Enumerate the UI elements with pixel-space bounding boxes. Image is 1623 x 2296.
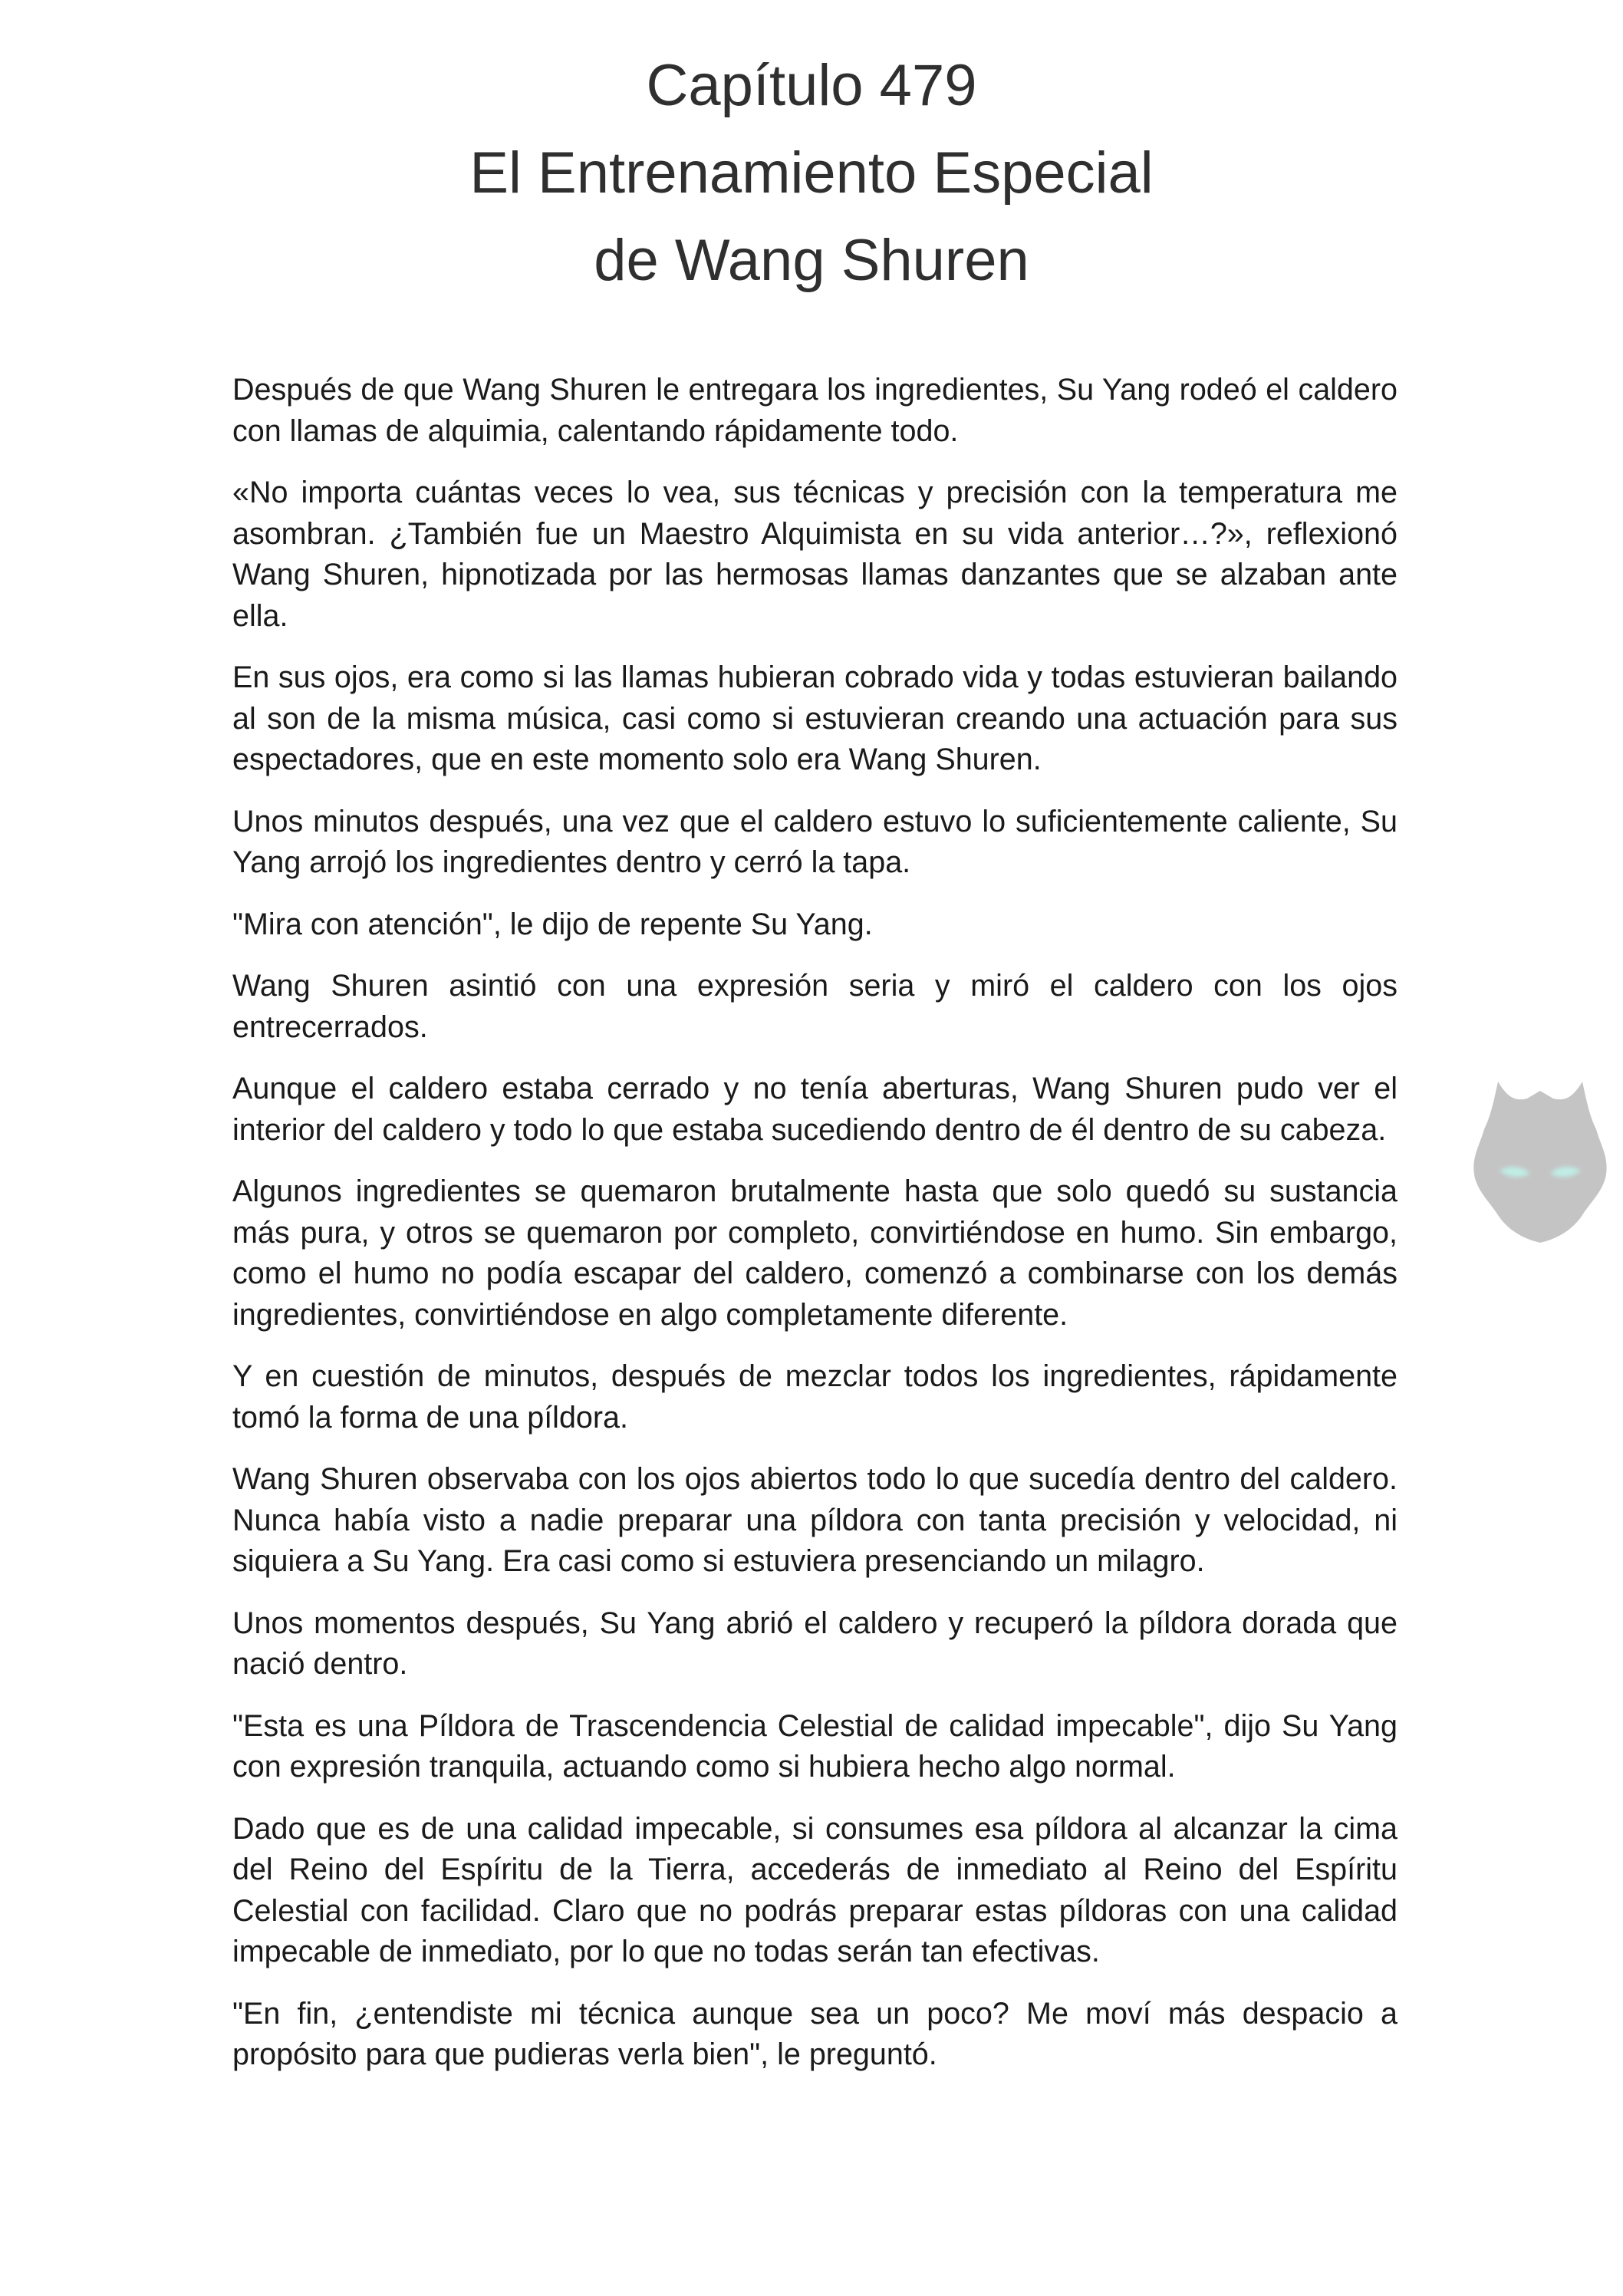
- paragraph: Wang Shuren asintió con una expresión seria y miró el caldero con los ojos entrecerrados.: [232, 969, 1397, 1044]
- chapter-title-line-1: El Entrenamiento Especial: [469, 140, 1154, 206]
- paragraph: Unos minutos después, una vez que el caldero estuvo lo suficientemente caliente, Su Yang arrojó los ingredientes dentro y cerró la tapa.: [232, 804, 1397, 879]
- paragraph: "Mira con atención", le dijo de repente Su Yang.: [232, 907, 873, 941]
- paragraph: Y en cuestión de minutos, después de mezclar todos los ingredientes, rápidamente tomó la forma de una píldora.: [232, 1359, 1397, 1435]
- chapter-body: [232, 370, 1397, 2097]
- paragraph: En sus ojos, era como si las llamas hubieran cobrado vida y todas estuvieran bailando al son de la misma música, casi como si estuvieran creando una actuación para sus espectadores, que en este momento solo era Wang Shuren.: [232, 660, 1397, 776]
- demon-head-shape: [1473, 1082, 1606, 1243]
- chapter-number: Capítulo 479: [646, 53, 977, 118]
- paragraph: "Esta es una Píldora de Trascendencia Celestial de calidad impecable", dijo Su Yang con expresión tranquila, actuando como si hubiera hecho algo normal.: [232, 1708, 1397, 1784]
- paragraph: "En fin, ¿entendiste mi técnica aunque sea un poco? Me moví más despacio a propósito para que pudieras verla bien", le preguntó.: [232, 1996, 1397, 2071]
- paragraph: «No importa cuántas veces lo vea, sus técnicas y precisión con la temperatura me asombran. ¿También fue un Maestro Alquimista en su vida anterior…?», reflexionó Wang Shuren, hipnotizada por las hermosas llamas danzantes que se alzaban ante ella.: [232, 476, 1397, 633]
- paragraph: Algunos ingredientes se quemaron brutalmente hasta que solo quedó su sustancia más pura, y otros se quemaron por completo, convirtiéndose en humo. Sin embargo, como el humo no podía escapar del caldero, comenzó a combinarse con los demás ingredientes, convirtiéndose en algo completamente diferente.: [232, 1174, 1397, 1332]
- paragraph: Unos momentos después, Su Yang abrió el caldero y recuperó la píldora dorada que nació dentro.: [232, 1606, 1397, 1681]
- demon-head-logo-icon: [1467, 1072, 1613, 1249]
- chapter-heading: [0, 42, 1623, 305]
- paragraph: Aunque el caldero estaba cerrado y no tenía aberturas, Wang Shuren pudo ver el interior del caldero y todo lo que estaba sucediendo dentro de él dentro de su cabeza.: [232, 1072, 1397, 1147]
- paragraph: Dado que es de una calidad impecable, si consumes esa píldora al alcanzar la cima del Reino del Espíritu de la Tierra, accederás de inmediato al Reino del Espíritu Celestial con facilidad. Claro que no podrás preparar estas píldoras con una calidad impecable de inmediato, por lo que no todas serán tan efectivas.: [232, 1811, 1397, 1968]
- chapter-title-line-2: de Wang Shuren: [594, 228, 1029, 293]
- paragraph: Wang Shuren observaba con los ojos abiertos todo lo que sucedía dentro del caldero. Nunca había visto a nadie preparar una píldora con tanta precisión y velocidad, ni siquiera a Su Yang. Era casi como si estuviera presenciando un milagro.: [232, 1462, 1397, 1578]
- paragraph: Después de que Wang Shuren le entregara los ingredientes, Su Yang rodeó el caldero con llamas de alquimia, calentando rápidamente todo.: [232, 373, 1397, 448]
